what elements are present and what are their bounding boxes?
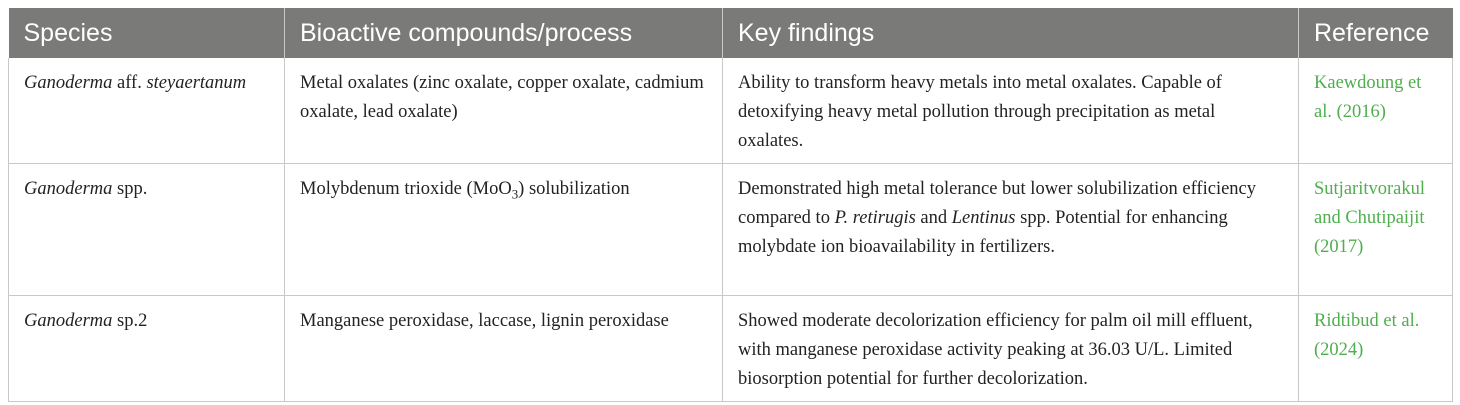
table-header (9, 8, 1453, 58)
compounds-cell: Metal oxalates (zinc oxalate, copper oxalate, cadmium oxalate, lead oxalate) (285, 58, 723, 164)
findings-cell: Ability to transform heavy metals into metal oxalates. Capable of detoxifying heavy metal pollution through precipitation as metal oxalates. (723, 58, 1299, 164)
findings-text-b: and (915, 208, 952, 228)
compounds-subscript: 3 (511, 186, 519, 202)
header-bioactive-compounds: Bioactive compounds/process (285, 8, 723, 58)
table-row (9, 296, 1453, 402)
findings-text-a: Demonstrated high metal tolerance but lower solubilization efficiency compared to (738, 179, 1261, 228)
header-species: Species (9, 8, 285, 58)
findings-cell: Showed moderate decolorization efficiency for palm oil mill effluent, with manganese peroxidase activity peaking at 36.03 U/L. Limited biosorption potential for further decolorization. (723, 296, 1299, 402)
species-cell (9, 296, 285, 402)
reference-cell[interactable] (1299, 58, 1453, 164)
findings-italic-species-2: Lentinus (951, 208, 1016, 228)
table-body (9, 58, 1453, 402)
findings-cell (723, 164, 1299, 296)
findings-text-c: spp. Potential for enhancing molybdate ion bioavailability in fertilizers. (738, 208, 1233, 257)
compounds-text-pre: Molybdenum trioxide (MoO (300, 179, 512, 199)
data-table-container (8, 8, 1452, 402)
species-cell (9, 58, 285, 164)
species-table (8, 8, 1453, 402)
reference-cell[interactable] (1299, 164, 1453, 296)
species-cell (9, 164, 285, 296)
reference-link[interactable]: Sutjaritvorakul and Chutipaijit (2017) (1314, 179, 1425, 257)
header-key-findings: Key findings (723, 8, 1299, 58)
table-row (9, 58, 1453, 164)
compounds-text-post: ) solubilization (518, 179, 630, 199)
table-row (9, 164, 1453, 296)
compounds-cell: Manganese peroxidase, laccase, lignin peroxidase (285, 296, 723, 402)
species-qualifier: sp.2 (112, 311, 148, 331)
species-genus: Ganoderma (24, 311, 113, 331)
compounds-cell (285, 164, 723, 296)
findings-italic-species-1: P. retirugis (834, 208, 916, 228)
reference-cell[interactable] (1299, 296, 1453, 402)
header-row (9, 8, 1453, 58)
reference-link[interactable]: Kaewdoung et al. (2016) (1314, 73, 1422, 122)
species-genus: Ganoderma (24, 73, 113, 93)
header-reference: Reference (1299, 8, 1453, 58)
reference-link[interactable]: Ridtibud et al. (2024) (1314, 311, 1420, 360)
species-genus: Ganoderma (24, 179, 113, 199)
species-qualifier: spp. (112, 179, 148, 199)
species-epithet: steyaertanum (146, 73, 247, 93)
species-qualifier: aff. (112, 73, 147, 93)
